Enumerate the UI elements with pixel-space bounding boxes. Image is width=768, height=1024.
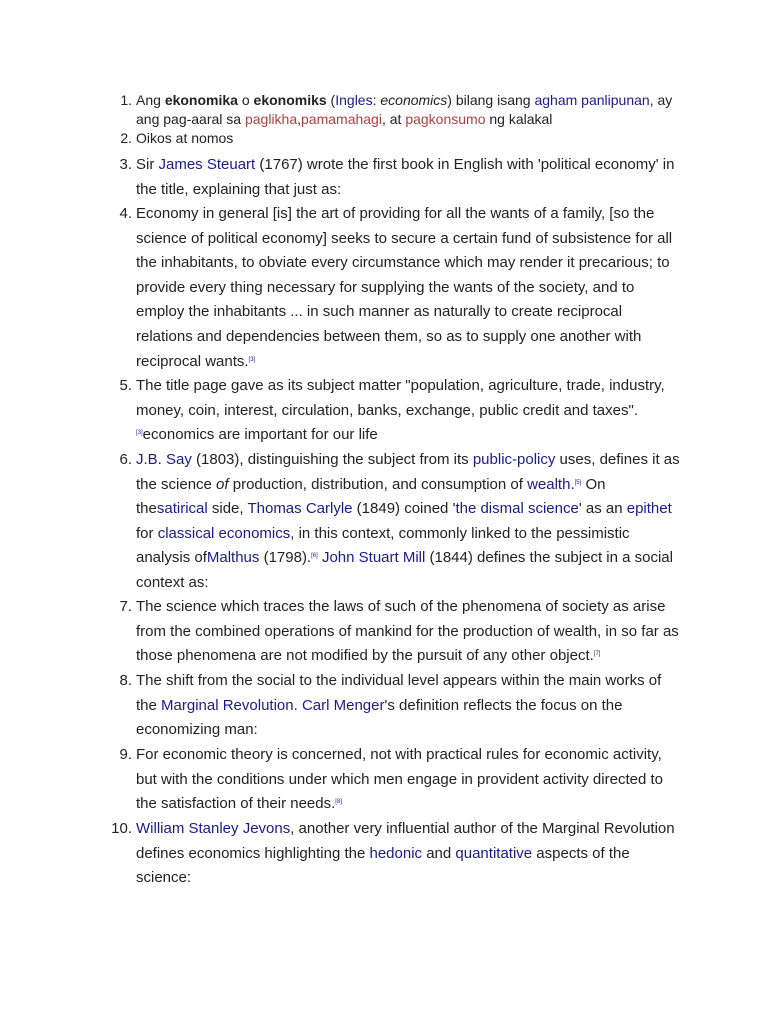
text-run: Sir — [136, 156, 159, 173]
list-item-text — [136, 202, 681, 374]
inline-link[interactable]: classical economics — [157, 524, 291, 542]
list-number: 3. — [119, 156, 132, 173]
text-run: and — [422, 844, 456, 862]
text-run: ng kalakal — [485, 111, 553, 127]
list-number: 2. — [120, 130, 132, 146]
list-item — [119, 153, 681, 202]
list-item — [111, 817, 681, 891]
inline-link[interactable]: public-policy — [472, 451, 556, 468]
list-item — [119, 202, 681, 374]
text-run: for — [136, 524, 158, 542]
text-run: , — [297, 111, 302, 127]
list-item-text — [136, 743, 681, 817]
inline-link[interactable]: satirical — [156, 500, 208, 518]
text-run: : — [372, 92, 381, 108]
inline-link[interactable]: pagkonsumo — [405, 111, 486, 127]
text-run: (1844) defines the subject in a social context as: — [136, 549, 673, 591]
text-run: The science which traces the laws of such of the phenomena of society as arise from the combined operations of mankind for the production of wealth, in so far as those phenomena are not modified by the pursuit of any other object. — [136, 598, 679, 665]
inline-link[interactable]: pamamahagi — [301, 111, 382, 127]
list-item — [119, 374, 681, 448]
list-number: 10. — [111, 820, 132, 837]
italic-text: of — [216, 475, 229, 493]
text-run: Ang — [136, 92, 165, 108]
bold-term: ekonomika — [164, 92, 238, 108]
inline-link[interactable]: Ingles — [335, 92, 373, 108]
inline-link[interactable]: J.B. Say — [136, 451, 192, 468]
text-run: , another very influential author of the Marginal Revolution defines economics highlighting the — [136, 820, 675, 862]
text-run: (1849) coined ' — [352, 500, 456, 518]
citation-ref[interactable]: [8] — [335, 799, 342, 806]
text-run: , at — [381, 111, 406, 127]
citation-ref[interactable]: [7] — [593, 651, 601, 658]
list-number: 1. — [120, 92, 132, 108]
text-run: (1803), distinguishing the subject from its — [191, 451, 473, 468]
text-run: The title page gave as its subject matter "population, agriculture, trade, industry, money, coin, interest, circulation, banks, exchange, public credit and taxes". — [136, 377, 665, 419]
inline-link[interactable]: hedonic — [369, 844, 423, 862]
inline-link[interactable]: the dismal science — [455, 500, 579, 518]
inline-link[interactable]: wealth — [527, 475, 571, 493]
text-run: side, — [207, 500, 248, 518]
inline-link[interactable]: John Stuart Mill — [321, 549, 426, 567]
list-item-text — [136, 817, 681, 891]
list-item-text — [136, 129, 681, 148]
text-run: Economy in general [is] the art of providing for all the wants of a family, [so the science of political economy] seeks to secure a certain fund of subsistence for all the inhabitants, to obviate every circumstance which may render it precarious; to provide every thing necessary for supplying the wants of the society, and to employ the inhabitants ... in such manner as naturally to create reciprocal relations and dependencies between them, so as to supply one another with reciprocal wants. — [136, 205, 673, 370]
list-number: 9. — [119, 746, 132, 763]
list-number: 6. — [119, 451, 132, 468]
text-run: production, distribution, and consumption of — [228, 475, 528, 493]
list-item-text — [136, 374, 681, 448]
list-item — [120, 129, 681, 148]
citation-ref[interactable]: [3] — [136, 430, 143, 437]
list-item — [119, 448, 681, 596]
text-run: Oikos at nomos — [136, 130, 234, 146]
text-run: , ay ang pag-aaral sa — [136, 92, 673, 127]
list-item — [119, 669, 681, 743]
citation-ref[interactable]: [3] — [248, 356, 256, 363]
citation-ref[interactable]: [6] — [311, 553, 318, 560]
text-run: ) bilang isang — [447, 92, 535, 108]
list-item-text — [136, 153, 681, 202]
list-item-text — [136, 595, 681, 669]
list-number: 8. — [119, 672, 132, 689]
text-run: o — [237, 92, 254, 108]
text-run: uses, defines it as the science — [136, 451, 680, 493]
text-run: The shift from the social to the individual level appears within the main works of the — [136, 672, 662, 714]
list-number: 7. — [119, 598, 132, 615]
inline-link[interactable]: William Stanley Jevons — [136, 820, 291, 837]
list-item-text — [136, 91, 681, 129]
list-number: 4. — [119, 205, 132, 222]
list-number: 5. — [119, 377, 132, 394]
list-item-text — [136, 669, 681, 743]
inline-link[interactable]: agham panlipunan — [534, 92, 650, 108]
text-run: . — [570, 475, 575, 493]
citation-ref[interactable]: [5] — [574, 479, 582, 486]
text-run: , in this context, commonly linked to the pessimistic analysis of — [136, 524, 630, 567]
inline-link[interactable]: epithet — [626, 500, 672, 518]
text-run: On the — [136, 475, 606, 518]
italic-text: economics — [380, 92, 448, 108]
inline-link[interactable]: paglikha — [244, 111, 298, 127]
text-run: (1767) wrote the first book in English with 'political economy' in the title, explaining that just as: — [136, 156, 675, 198]
text-run: ' as an — [578, 500, 627, 518]
inline-link[interactable]: Carl Menger — [301, 696, 385, 714]
inline-link[interactable]: James Steuart — [158, 156, 256, 173]
text-run: economics are important for our life — [142, 426, 378, 444]
text-run: ( — [326, 92, 336, 108]
list-item — [119, 595, 681, 669]
list-item-text — [136, 448, 681, 596]
inline-link[interactable]: quantitative — [455, 844, 533, 862]
list-item — [120, 91, 681, 129]
list-item — [119, 743, 681, 817]
inline-link[interactable]: Thomas Carlyle — [247, 500, 353, 518]
text-run: 's definition reflects the focus on the economizing man: — [136, 696, 623, 739]
inline-link[interactable]: Malthus — [206, 549, 260, 567]
text-run: . — [293, 696, 302, 714]
text-run: (1798). — [259, 549, 312, 567]
text-run: For economic theory is concerned, not with practical rules for economic activity, but with the conditions under which men engage in provident activity directed to the satisfaction of their needs. — [136, 746, 663, 813]
bold-term: ekonomiks — [253, 92, 327, 108]
text-run: aspects of the science: — [136, 844, 630, 887]
inline-link[interactable]: Marginal Revolution — [161, 696, 294, 714]
